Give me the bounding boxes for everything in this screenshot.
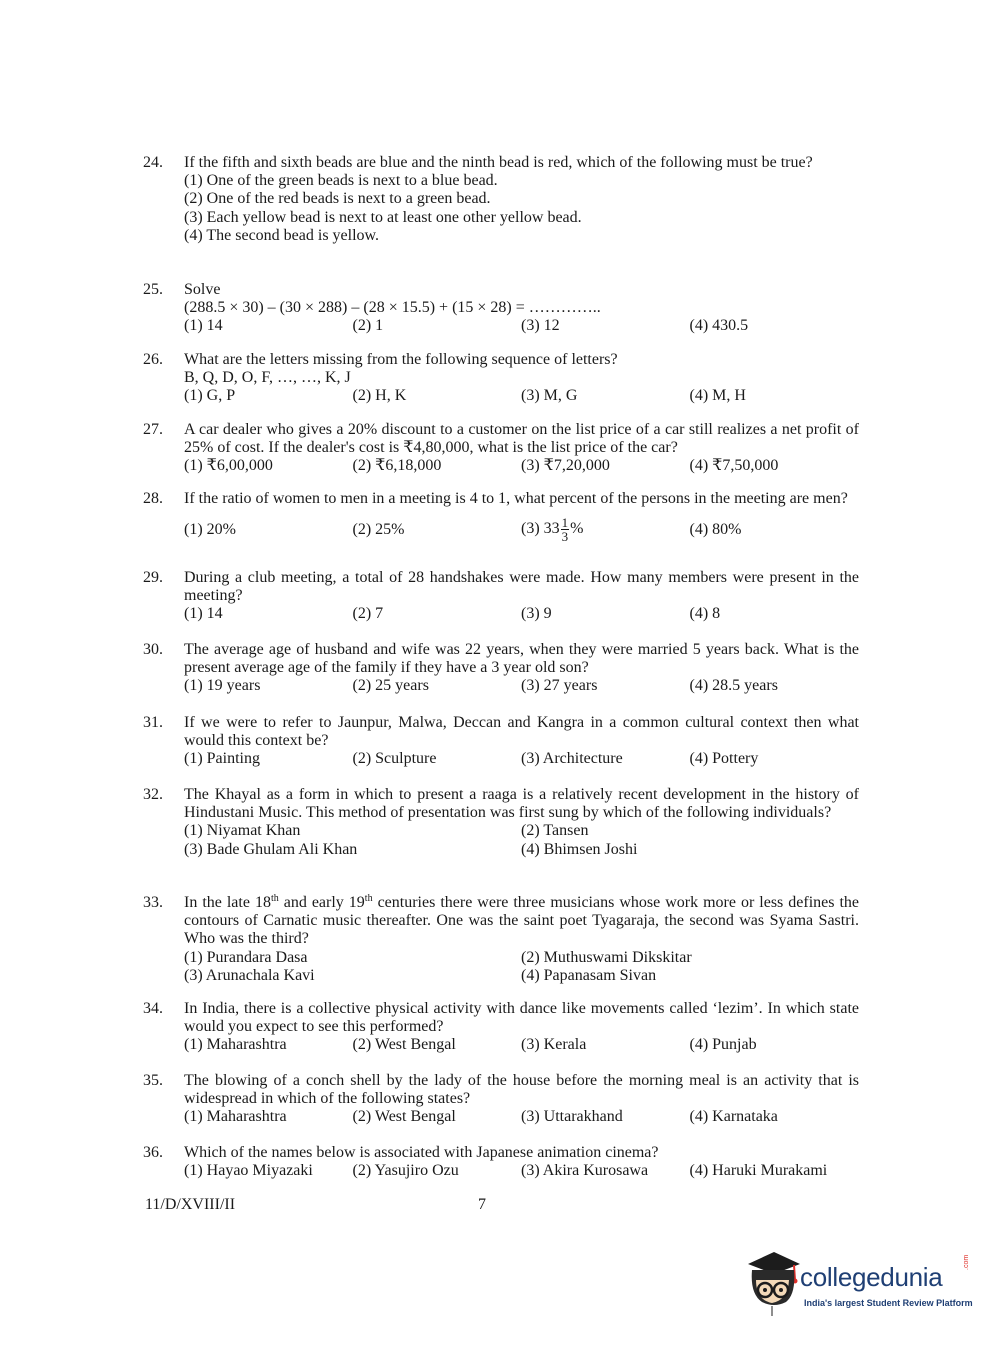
question-32	[143, 786, 859, 859]
fraction-denominator: 3	[561, 529, 569, 545]
option-4: (4) The second bead is yellow.	[184, 226, 380, 244]
option-3: (3) Akira Kurosawa	[521, 1162, 649, 1180]
option-1: (1) One of the green beads is next to a blue bead.	[184, 172, 498, 190]
options-row	[184, 1036, 859, 1054]
question-stem: What are the letters missing from the following sequence of letters?	[184, 351, 618, 368]
question-24	[143, 154, 859, 245]
question-stem: The Khayal as a form in which to present a raaga is a relatively recent development in the history of Hindustani Music. This method of presentation was first sung by which of the following individuals?	[184, 786, 859, 822]
option-4: (4) ₹7,50,000	[689, 457, 779, 475]
superscript: th	[270, 893, 279, 904]
option-1: (1) Purandara Dasa	[184, 948, 308, 966]
option-2: (2) Muthuswami Dikskitar	[521, 948, 692, 966]
options-row	[184, 1162, 859, 1180]
question-number: 29.	[143, 569, 163, 586]
question-31	[143, 714, 859, 769]
option-4: (4) Bhimsen Joshi	[521, 840, 638, 858]
paper-code: 11/D/XVIII/II	[145, 1196, 236, 1213]
option-4: (4) Pottery	[689, 750, 759, 768]
options-row	[184, 457, 859, 475]
option-2: (2) Yasujiro Ozu	[352, 1162, 459, 1180]
question-number: 27.	[143, 421, 163, 438]
question-27	[143, 421, 859, 476]
question-number: 30.	[143, 641, 163, 658]
option-1: (1) Maharashtra	[184, 1036, 287, 1054]
question-26	[143, 351, 859, 406]
question-stem	[184, 894, 859, 949]
stem-part: centuries there were three musicians whose work more or less defines the contours of Carnatic music thereafter. One was the saint poet Tyagaraja, the second was Syama Sastri. Who was the third?	[184, 894, 860, 948]
fraction-numerator: 1	[561, 515, 569, 531]
question-number: 34.	[143, 1000, 163, 1017]
options-row	[184, 967, 859, 985]
options-row	[184, 841, 859, 859]
question-number: 28.	[143, 490, 163, 507]
fraction	[561, 516, 570, 543]
option-4: (4) 80%	[689, 520, 742, 538]
option-4: (4) M, H	[689, 387, 746, 405]
option-3: (3) Kerala	[521, 1036, 587, 1054]
option-4: (4) Punjab	[689, 1036, 757, 1054]
options-row	[184, 516, 859, 543]
logo-wordmark: collegedunia	[800, 1262, 943, 1292]
option-3: (3) ₹7,20,000	[521, 457, 610, 475]
percent-sign: %	[570, 520, 584, 538]
options-row	[184, 1108, 859, 1126]
option-2: (2) West Bengal	[352, 1108, 456, 1126]
mascot-icon	[742, 1250, 802, 1316]
options-row	[184, 949, 859, 967]
question-expression: B, Q, D, O, F, …, …, K, J	[184, 369, 351, 387]
option-2: (2) H, K	[352, 387, 407, 405]
question-stem: If we were to refer to Jaunpur, Malwa, Deccan and Kangra in a common cultural context then what would this context be?	[184, 714, 859, 750]
option-3: (3) 12	[521, 317, 560, 335]
question-33	[143, 894, 859, 985]
question-25	[143, 281, 859, 336]
question-stem: In India, there is a collective physical activity with dance like movements called ‘lezim’. In which state would you expect to see this performed?	[184, 1000, 859, 1036]
question-number: 35.	[143, 1072, 163, 1089]
logo-tagline: India's largest Student Review Platform	[804, 1298, 973, 1308]
option-2: (2) Tansen	[521, 822, 589, 840]
option-3: (3) 27 years	[521, 677, 598, 695]
question-number: 31.	[143, 714, 163, 731]
question-number: 25.	[143, 281, 163, 298]
question-number: 26.	[143, 351, 163, 368]
option-2: (2) One of the red beads is next to a green bead.	[184, 190, 491, 208]
option-4: (4) 8	[689, 605, 721, 623]
page-number: 7	[478, 1196, 486, 1213]
stem-part: In the late 18	[184, 894, 271, 911]
question-29	[143, 569, 859, 624]
options-row	[184, 605, 859, 623]
options-row	[184, 750, 859, 768]
option-2: (2) 25 years	[352, 677, 429, 695]
option-4: (4) Papanasam Sivan	[521, 966, 657, 984]
option-3: (3) Architecture	[521, 750, 623, 768]
option-1: (1) Niyamat Khan	[184, 822, 301, 840]
option-2: (2) ₹6,18,000	[352, 457, 442, 475]
option-3-whole: (3) 33	[521, 520, 560, 538]
question-28	[143, 490, 859, 543]
collegedunia-logo	[742, 1250, 972, 1320]
option-3: (3) 9	[521, 605, 552, 623]
question-stem: If the ratio of women to men in a meeting is 4 to 1, what percent of the persons in the meeting are men?	[184, 490, 848, 507]
option-2: (2) 7	[352, 605, 384, 623]
question-36	[143, 1144, 859, 1180]
option-4: (4) Haruki Murakami	[689, 1162, 828, 1180]
superscript: th	[364, 893, 373, 904]
option-3: (3) Arunachala Kavi	[184, 966, 315, 984]
question-stem: A car dealer who gives a 20% discount to a customer on the list price of a car still realizes a net profit of 25% of cost. If the dealer's cost is ₹4,80,000, what is the list price of the car?	[184, 421, 859, 457]
option-3: (3) Each yellow bead is next to at least one other yellow bead.	[184, 208, 582, 226]
question-stem: If the fifth and sixth beads are blue and the ninth bead is red, which of the following must be true?	[184, 154, 813, 171]
option-1: (1) 14	[184, 605, 223, 623]
logo-com: .com	[963, 1254, 970, 1270]
question-number: 33.	[143, 894, 163, 911]
question-stem: Solve	[184, 281, 221, 298]
question-stem: Which of the names below is associated with Japanese animation cinema?	[184, 1144, 659, 1161]
options-row	[184, 822, 859, 840]
question-35	[143, 1072, 859, 1127]
option-4: (4) Karnataka	[689, 1108, 778, 1126]
question-30	[143, 641, 859, 696]
question-stem: The average age of husband and wife was 22 years, when they were married 5 years back. What is the present average age of the family if they have a 3 year old son?	[184, 641, 859, 677]
option-4: (4) 28.5 years	[689, 677, 778, 695]
option-1: (1) 20%	[184, 520, 236, 538]
question-number: 24.	[143, 154, 163, 171]
question-stem: The blowing of a conch shell by the lady of the house before the morning meal is an activity that is widespread in which of the following states?	[184, 1072, 859, 1108]
question-number: 36.	[143, 1144, 163, 1161]
option-1: (1) Maharashtra	[184, 1108, 287, 1126]
question-number: 32.	[143, 786, 163, 803]
option-3: (3) Bade Ghulam Ali Khan	[184, 840, 358, 858]
option-1: (1) Hayao Miyazaki	[184, 1162, 313, 1180]
option-3: (3) Uttarakhand	[521, 1108, 623, 1126]
option-1: (1) 14	[184, 317, 223, 335]
option-1: (1) G, P	[184, 387, 236, 405]
option-2: (2) 1	[352, 317, 384, 335]
stem-part: and early 19	[278, 894, 365, 911]
options-row	[184, 677, 859, 695]
option-4: (4) 430.5	[689, 317, 749, 335]
option-1: (1) 19 years	[184, 677, 261, 695]
question-expression: (288.5 × 30) – (30 × 288) – (28 × 15.5) + (15 × 28) = …………..	[184, 299, 601, 317]
option-1: (1) ₹6,00,000	[184, 457, 273, 475]
option-2: (2) West Bengal	[352, 1036, 456, 1054]
option-3	[521, 516, 690, 543]
question-34	[143, 1000, 859, 1055]
option-1: (1) Painting	[184, 750, 260, 768]
option-2: (2) Sculpture	[352, 750, 437, 768]
option-2: (2) 25%	[352, 520, 405, 538]
question-stem: During a club meeting, a total of 28 handshakes were made. How many members were present in the meeting?	[184, 569, 859, 605]
options-row	[184, 317, 859, 335]
options-row	[184, 387, 859, 405]
option-3: (3) M, G	[521, 387, 578, 405]
